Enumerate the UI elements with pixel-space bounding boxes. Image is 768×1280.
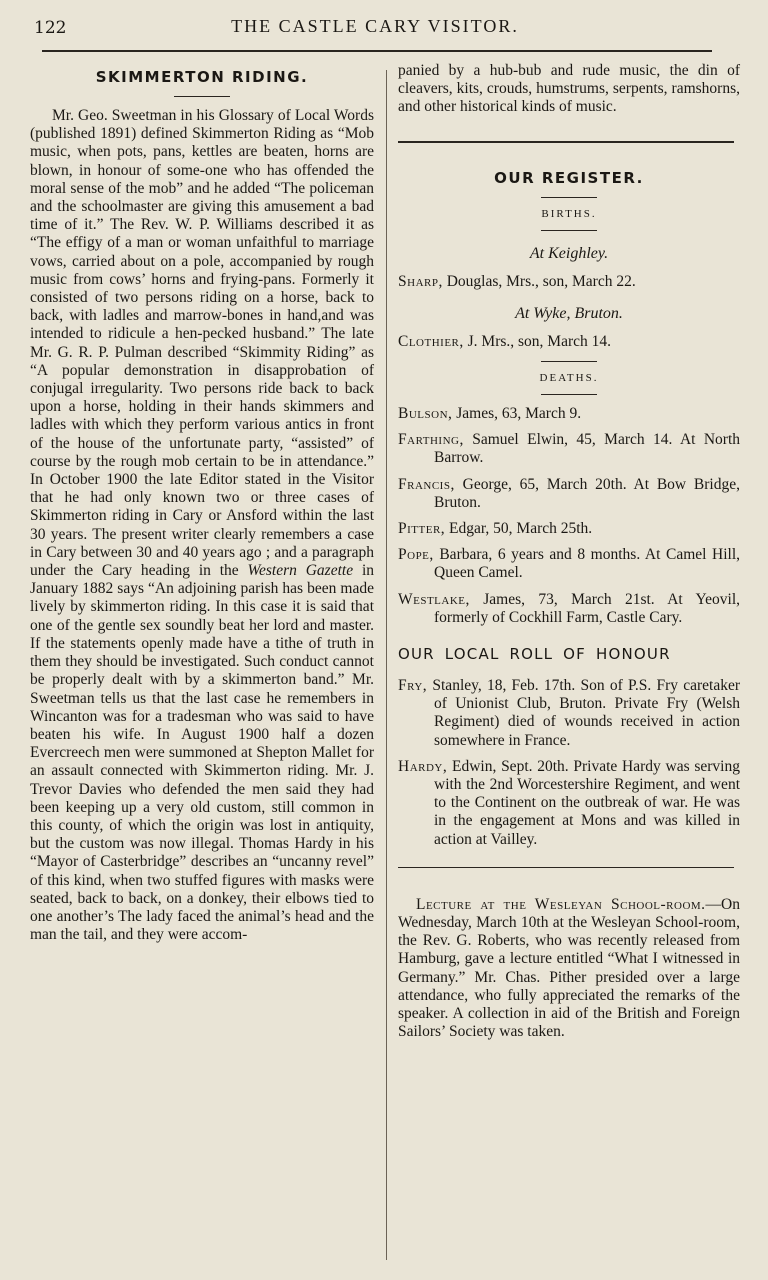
column-divider <box>386 70 387 1260</box>
newspaper-name: Western Gazette <box>247 562 354 580</box>
birth-place: At Keighley. <box>529 244 609 262</box>
death-entry <box>398 546 740 582</box>
birth-place: At Wyke, Bruton. <box>515 304 623 322</box>
header-rule <box>42 50 712 52</box>
entry-text: Douglas, Mrs., son, March 22. <box>442 272 636 290</box>
title-rule <box>174 96 230 97</box>
death-entry <box>398 431 740 467</box>
entry-name: Francis, <box>398 475 455 493</box>
entry-text: James, 63, March 9. <box>452 405 582 423</box>
death-entry <box>398 520 740 538</box>
section-rule <box>398 141 734 143</box>
right-column <box>398 62 740 1057</box>
article-continuation: panied by a hub-bub and rude music, the din of cleavers, kits, crouds, humstrums, serpents, ramshorns, and other historical kinds of music. <box>398 62 740 116</box>
deaths-label: DEATHS. <box>539 372 599 385</box>
article-text-part-2: in January 1882 says “An adjoining parish has been made lively by skimmerton riding. In this case it is said that one of the gentle sex soundly beat her lord and master. If the statements openly made have a tithe of truth in them they should be investigated. Such conduct cannot be properly dealt with by a skimmerton band.” Mr. Sweetman tells us that the last case he remembers in Wincanton was for a tradesman who was said to have beaten his wife. In August 1900 half a dozen Evercreech men were summoned at Shepton Mallet for an assault connected with Skimmerton riding. Mr. J. Trevor Davies who defended the men said they had been keeping up a very old custom, still common in this county, of which the origin was lost in antiquity, but the custom was now illegal. Thomas Hardy in his “Mayor of Casterbridge” describes an “uncanny revel” of this kind, when two stuffed figures with masks were seated, back to back, on a donkey, their elbows tied to one another’s The lady faced the animal’s head and the man the tail, and they were accom- <box>30 562 374 944</box>
entry-text: Edwin, Sept. 20th. Private Hardy was serving with the 2nd Worcestershire Regiment, and went to the Continent on the outbreak of war. He was in the engagement at Mons and was killed in action at Vailley. <box>434 757 740 848</box>
entry-name: Sharp, <box>398 272 443 290</box>
deaths-rule-bottom <box>541 394 597 395</box>
page-header <box>30 14 720 42</box>
entry-name: Farthing, <box>398 431 464 449</box>
register-title: OUR REGISTER. <box>494 168 644 187</box>
left-column <box>30 62 374 944</box>
article-title: SKIMMERTON RIDING. <box>95 68 309 86</box>
roll-entry <box>398 758 740 849</box>
roll-of-honour-title: OUR LOCAL ROLL OF HONOUR <box>398 645 671 664</box>
death-entry <box>398 476 740 512</box>
birth-entry <box>398 273 740 291</box>
death-entry <box>398 405 740 423</box>
entry-text: Barbara, 6 years and 8 months. At Camel Hill, Queen Camel. <box>433 546 740 582</box>
entry-name: Pope, <box>398 546 434 564</box>
births-label: BIRTHS. <box>541 207 597 220</box>
page-number: 122 <box>34 18 67 38</box>
births-rule <box>541 230 597 231</box>
entry-name: Bulson, <box>398 405 453 423</box>
death-entry <box>398 591 740 627</box>
lecture-rule <box>398 867 734 868</box>
lecture-notice <box>398 896 740 1042</box>
roll-entry <box>398 677 740 750</box>
entry-name: Hardy, <box>398 757 448 775</box>
birth-entry <box>398 333 740 351</box>
article-text-part-1: Mr. Geo. Sweetman in his Glossary of Local Words (published 1891) defined Skimmerton Riding as “Mob music, when pots, pans, kettles are beaten, horns are blown, in honour of some-one who has offended the moral sense of the mob” and he added “The policeman and the schoolmaster are giving this amusement a bad time of it.” The Rev. W. P. Williams described it as “The effigy of a man or woman unfaithful to marriage vows, carried about on a pole, accompanied by rough music from cows’ horns and frying-pans. Formerly it consisted of two persons riding on a horse, back to back, with ladles and marrow-bones in hand,and was intended to ridicule a hen-pecked husband.” The late Mr. G. R. P. Pulman described “Skimmity Riding” as “A popular demonstration in disapprobation of conjugal irregularity. Two persons ride back to back upon a horse, holding in their hands skimmers and ladles with which they perform various antics in front of the house of the unfortunate party, “assisted” of course by the rough mob certain to be in attendance.” In October 1900 the late Editor stated in the Visitor that he had only known two or three cases of Skimmerton riding in Cary or Ansford within the last 30 years. The present writer clearly remembers a case in Cary between 30 and 40 years ago ; and a paragraph under the Cary heading in the <box>30 107 374 580</box>
entry-name: Fry, <box>398 677 428 695</box>
register-rule <box>541 197 597 198</box>
lecture-heading: Lecture at the Wesleyan School-room. <box>416 895 706 913</box>
article-body <box>30 107 374 944</box>
entry-name: Westlake, <box>398 590 470 608</box>
entry-text: Samuel Elwin, 45, March 14. At North Barrow. <box>434 431 740 467</box>
entry-name: Clothier, <box>398 332 464 350</box>
entry-name: Pitter, <box>398 520 446 538</box>
entry-text: Stanley, 18, Feb. 17th. Son of P.S. Fry caretaker of Unionist Club, Bruton. Private Fry (Welsh Regiment) died of wounds received in action somewhere in France. <box>427 677 740 749</box>
entry-text: Edgar, 50, March 25th. <box>445 520 593 538</box>
lecture-text: —On Wednesday, March 10th at the Wesleyan School-room, the Rev. G. Roberts, who was recently released from Hamburg, gave a lecture entitled “What I witnessed in Germany.” Mr. Chas. Pither presided over a large attendance, who fully appreciated the remarks of the speaker. A collection in aid of the British and Foreign Sailors’ Society was taken. <box>398 895 740 1041</box>
publication-title: THE CASTLE CARY VISITOR. <box>231 16 519 36</box>
entry-text: James, 73, March 21st. At Yeovil, formerly of Cockhill Farm, Castle Cary. <box>434 590 740 626</box>
entry-text: George, 65, March 20th. At Bow Bridge, Bruton. <box>434 475 740 511</box>
entry-text: J. Mrs., son, March 14. <box>463 332 612 350</box>
deaths-rule-top <box>541 361 597 362</box>
